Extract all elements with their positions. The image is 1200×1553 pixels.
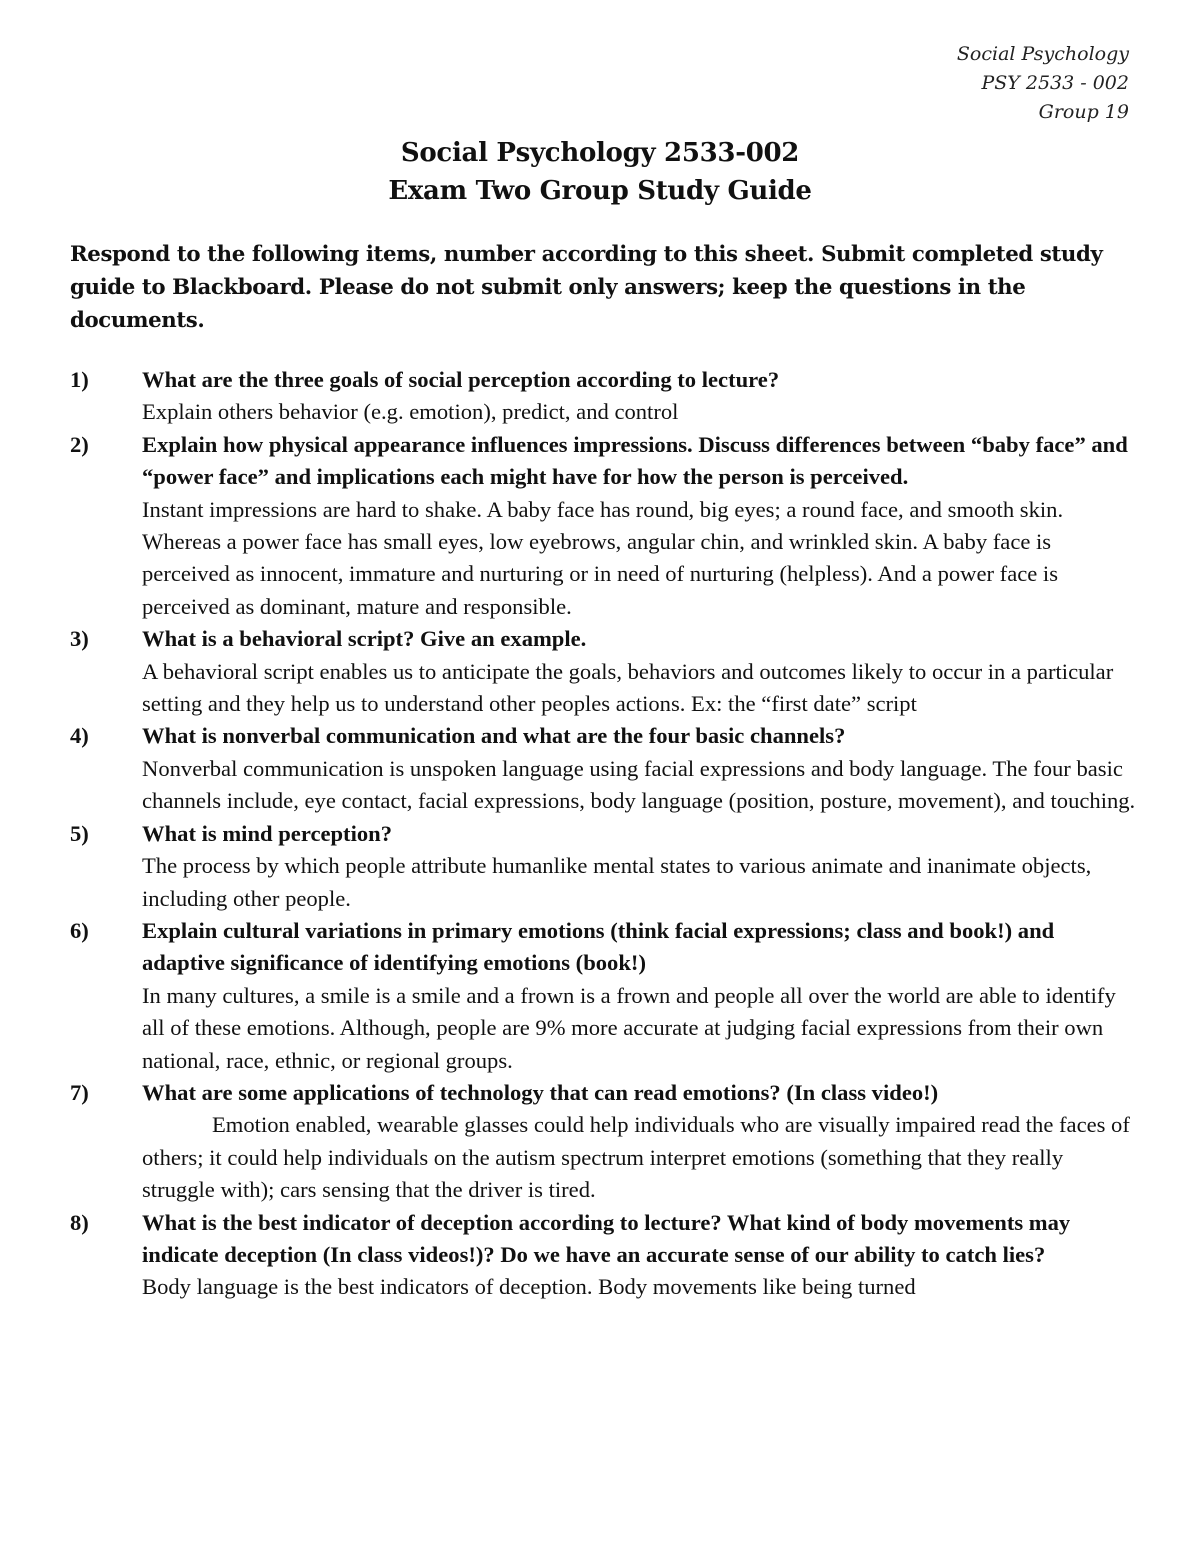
item-number: 1) [70, 367, 89, 392]
item-answer: Body language is the best indicators of deception. Body movements like being turned [142, 1274, 916, 1300]
item-question: What is a behavioral script? Give an example. [142, 626, 587, 652]
item-question: What is nonverbal communication and what are the four basic channels? [142, 723, 846, 749]
running-header [729, 40, 1129, 127]
item-question: Explain how physical appearance influences impressions. Discuss differences between “baby face” and “power face” and implications each might have for how the person is perceived. [142, 431, 1128, 490]
item-answer: In many cultures, a smile is a smile and a frown is a frown and people all over the world are able to identify all of these emotions. Although, people are 9% more accurate at judging facial expressions from their own national, race, ethnic, or regional groups. [142, 982, 1116, 1073]
item-answer: Instant impressions are hard to shake. A baby face has round, big eyes; a round face, and smooth skin. Whereas a power face has small eyes, low eyebrows, angular chin, and wrinkled skin. A baby face is perceived as innocent, immature and nurturing or in need of nurturing (helpless). And a power face is perceived as dominant, mature and responsible. [142, 496, 1064, 619]
header-code: PSY 2533 - 002 [981, 72, 1129, 94]
item-question: What are the three goals of social perception according to lecture? [142, 367, 780, 392]
item-number: 4) [70, 723, 89, 749]
item-question: What are some applications of technology that can read emotions? (In class video!) [142, 1079, 939, 1105]
item-number: 8) [70, 1209, 89, 1235]
item-number: 6) [70, 917, 89, 943]
document-title [0, 134, 1200, 210]
list-item [70, 915, 1140, 1077]
item-number: 5) [70, 820, 89, 846]
title-line-1: Social Psychology 2533-002 [400, 138, 800, 168]
item-answer: Explain others behavior (e.g. emotion), predict, and control [142, 399, 679, 425]
question-list [70, 364, 1140, 1304]
item-number: 2) [70, 431, 89, 457]
item-answer: The process by which people attribute humanlike mental states to various animate and inanimate objects, including other people. [142, 853, 1092, 911]
item-number: 3) [70, 626, 89, 652]
item-question: What is the best indicator of deception according to lecture? What kind of body movements may indicate deception (In class videos!)? Do we have an accurate sense of our ability to catch lies? [142, 1209, 1071, 1267]
header-group: Group 19 [1038, 101, 1129, 123]
item-question: What is mind perception? [142, 820, 393, 846]
item-answer: Emotion enabled, wearable glasses could help individuals who are visually impaired read the faces of others; it could help individuals on the autism spectrum interpret emotions (something that they really struggle with); cars sensing that the driver is tired. [142, 1112, 1130, 1203]
list-item [70, 364, 1140, 429]
item-answer: A behavioral script enables us to anticipate the goals, behaviors and outcomes likely to occur in a particular setting and they help us to understand other peoples actions. Ex: the “first date” script [142, 658, 1114, 717]
instructions-paragraph: Respond to the following items, number according to this sheet. Submit completed study guide to Blackboard. Please do not submit only answers; keep the questions in the documents. [70, 242, 1103, 333]
item-question: Explain cultural variations in primary emotions (think facial expressions; class and book!) and adaptive significance of identifying emotions (book!) [142, 917, 1055, 976]
list-item [70, 1077, 1140, 1207]
list-item [70, 818, 1140, 915]
item-answer: Nonverbal communication is unspoken language using facial expressions and body language. The four basic channels include, eye contact, facial expressions, body language (position, posture, movement), and touching. [142, 755, 1136, 814]
list-item [70, 429, 1140, 623]
list-item [70, 1207, 1140, 1304]
header-course: Social Psychology [956, 43, 1129, 65]
list-item [70, 623, 1140, 720]
item-number: 7) [70, 1079, 89, 1105]
list-item [70, 720, 1140, 817]
title-line-2: Exam Two Group Study Guide [388, 176, 812, 206]
